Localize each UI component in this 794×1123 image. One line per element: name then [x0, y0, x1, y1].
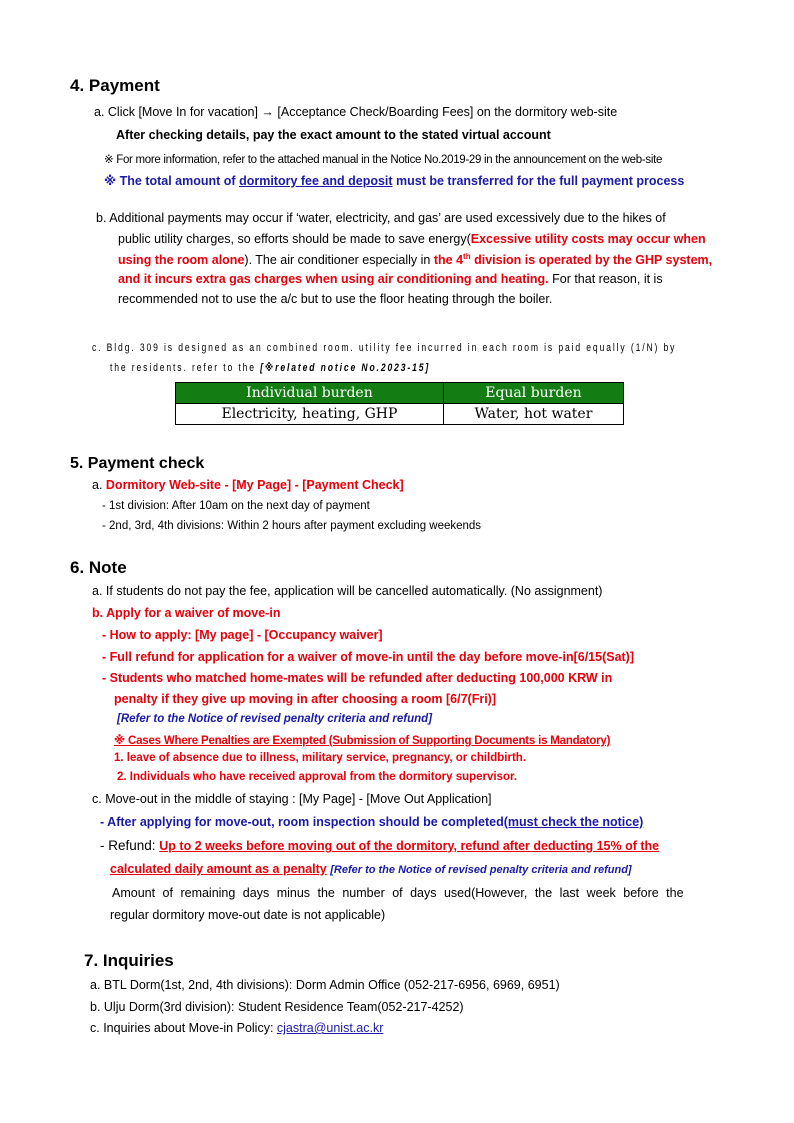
- note-b-homemates-cont: penalty if they give up moving in after choosing a room [6/7(Fri)]: [114, 692, 496, 706]
- note-b-exempt-item: 2. Individuals who have received approval from the dormitory supervisor.: [117, 771, 518, 783]
- note-b-refer: [Refer to the Notice of revised penalty criteria and refund]: [117, 713, 433, 725]
- related-notice-ref: [※related notice No.2023-15]: [260, 362, 431, 374]
- email-link[interactable]: cjastra@unist.ac.kr: [276, 1021, 384, 1035]
- note-a: a. If students do not pay the fee, application will be cancelled automatically. (No assignment): [92, 584, 603, 598]
- payment-b-line1: b. Additional payments may occur if ‘water, electricity, and gas’ are used excessively due to the hikes of: [96, 211, 666, 225]
- section-heading-payment: 4. Payment: [70, 76, 160, 95]
- refund-label: - Refund:: [100, 838, 160, 853]
- text: a.: [92, 478, 106, 492]
- note-c-refund-cont: [110, 862, 632, 876]
- must-check-notice: (must check the notice): [503, 815, 644, 829]
- payment-total-note: [104, 173, 684, 188]
- refund-policy: Up to 2 weeks before moving out of the dormitory, refund after deducting 15% of the: [159, 839, 660, 853]
- note-prefix: ※ The total amount of: [104, 174, 240, 188]
- payment-b-line3: [118, 252, 712, 267]
- note-b-how: - How to apply: [My page] - [Occupancy waiver]: [102, 628, 383, 642]
- payment-b-line5: recommended not to use the a/c but to use the floor heating through the boiler.: [118, 292, 553, 306]
- inquiry-ulju: b. Ulju Dorm(3rd division): Student Residence Team(052-217-4252): [90, 1000, 464, 1014]
- payment-manual-note: ※ For more information, refer to the attached manual in the Notice No.2019-29 in the announcement on the web-site: [104, 154, 663, 166]
- note-c-amount: Amount of remaining days minus the number of days used(However, the last week before the: [112, 886, 684, 900]
- inquiry-move-in: [90, 1021, 383, 1035]
- payment-step-a: a. Click [Move In for vacation] → [Acceptance Check/Boarding Fees] on the dormitory web-site: [94, 105, 618, 119]
- section-heading-payment-check: 5. Payment check: [70, 455, 205, 472]
- payment-b-line2: [118, 232, 706, 246]
- payment-c-line1: c. Bldg. 309 is designed as an combined room. utility fee incurred in each room is paid equally (1/N) by: [92, 342, 677, 354]
- text: - After applying for move-out, room inspection should be completed: [100, 815, 504, 829]
- text: public utility charges, so efforts should be made to save energy(: [118, 232, 471, 246]
- note-b-exempt-item: 1. leave of absence due to illness, military service, pregnancy, or childbirth.: [114, 752, 527, 764]
- note-c-title: c. Move-out in the middle of staying : [My Page] - [Move Out Application]: [92, 792, 492, 806]
- table-header-individual: Individual burden: [176, 383, 444, 404]
- note-b-homemates: - Students who matched home-mates will be refunded after deducting 100,000 KRW in: [102, 671, 613, 685]
- text: the 4: [433, 253, 464, 268]
- table-header-equal: Equal burden: [443, 383, 623, 404]
- payment-check-item: - 1st division: After 10am on the next day of payment: [102, 500, 370, 512]
- text: division is operated by the GHP system,: [470, 253, 713, 268]
- section-heading-inquiries: 7. Inquiries: [84, 951, 174, 970]
- text: ). The air conditioner especially in: [244, 253, 434, 268]
- warning-text: [434, 253, 712, 267]
- note-c-after: [100, 815, 643, 829]
- payment-b-line4: [118, 272, 663, 286]
- refund-policy: calculated daily amount as a penalty: [110, 862, 327, 876]
- section-heading-note: 6. Note: [70, 558, 127, 577]
- note-b-exempt-title: ※ Cases Where Penalties are Exempted (Submission of Supporting Documents is Mandatory): [114, 735, 611, 747]
- text: c. Inquiries about Move-in Policy:: [90, 1021, 277, 1035]
- payment-check-item: - 2nd, 3rd, 4th divisions: Within 2 hours after payment excluding weekends: [102, 520, 482, 532]
- note-c-refund: [100, 838, 659, 853]
- superscript: th: [463, 252, 471, 261]
- text: the residents. refer to the: [110, 362, 261, 374]
- table-cell: Water, hot water: [443, 404, 623, 425]
- payment-check-a: [92, 478, 404, 492]
- warning-text: Excessive utility costs may occur when: [470, 232, 706, 246]
- note-c-amount-cont: regular dormitory move-out date is not applicable): [110, 908, 386, 922]
- table-cell: Electricity, heating, GHP: [176, 404, 444, 425]
- payment-bold-instruction: After checking details, pay the exact amount to the stated virtual account: [116, 128, 551, 142]
- payment-c-line2: [110, 361, 430, 374]
- note-b-title: b. Apply for a waiver of move-in: [92, 606, 281, 620]
- warning-text: and it incurs extra gas charges when using air conditioning and heating.: [118, 272, 549, 286]
- dormitory-fee-deposit-text: dormitory fee and deposit: [239, 174, 393, 188]
- table-header-row: [176, 383, 624, 404]
- note-b-full-refund: - Full refund for application for a waiver of move-in until the day before move-in[6/15(Sat)]: [102, 650, 635, 664]
- inquiry-btl: a. BTL Dorm(1st, 2nd, 4th divisions): Dorm Admin Office (052-217-6956, 6969, 6951): [90, 978, 560, 992]
- note-suffix: must be transferred for the full payment process: [392, 174, 685, 188]
- warning-text: using the room alone: [118, 253, 245, 268]
- utility-burden-table: [175, 382, 624, 425]
- table-row: [176, 404, 624, 425]
- text: For that reason, it is: [548, 272, 663, 286]
- payment-check-path: Dormitory Web-site - [My Page] - [Payment Check]: [105, 478, 404, 492]
- refund-refer: [Refer to the Notice of revised penalty criteria and refund]: [330, 864, 632, 876]
